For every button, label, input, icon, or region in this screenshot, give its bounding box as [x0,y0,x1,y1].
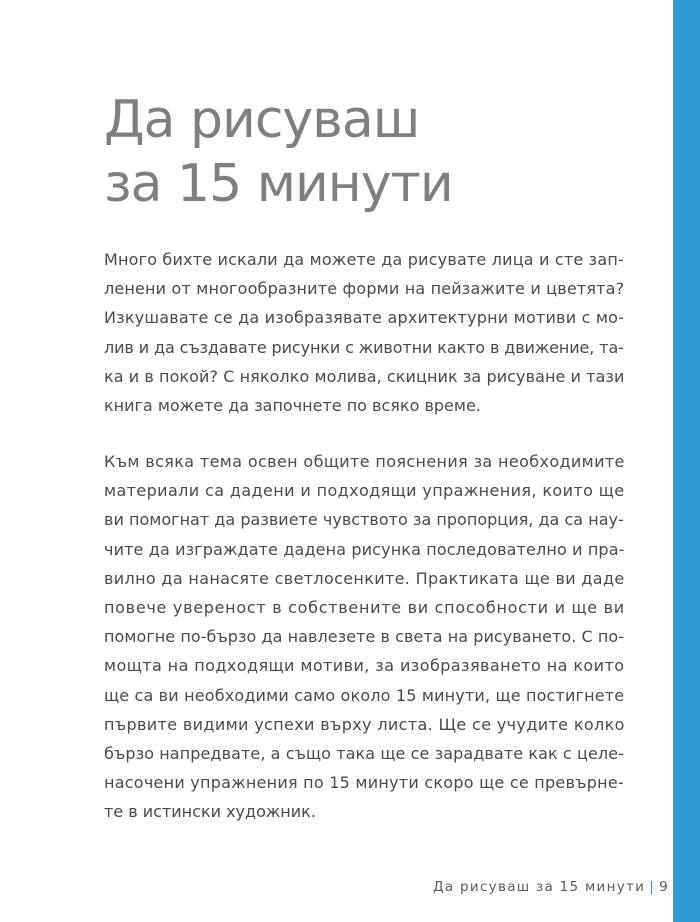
paragraph-line: Много бихте искали да можете да рисувате лица и сте зап- [104,250,624,269]
page-title [104,88,453,216]
side-accent-bar [673,0,700,922]
running-title: Да рисуваш за 15 минути [432,879,646,895]
paragraph-line: помогне по-бързо да навлезете в света на рисуването. С по- [104,627,625,647]
paragraph-line: книга можете да започнете по всяко време. [104,396,481,416]
paragraph-line: мощта на подходящи мотиви, за изобразяването на които [104,656,625,676]
paragraph-line: повече увереност в собствените ви способности и ще ви [104,598,625,618]
page-footer [433,879,669,895]
page-number: 9 [659,879,669,895]
paragraph-line: ка и в покой? С няколко молива, скицник за рисуване и тази [104,366,625,386]
paragraph-line: те в истински художник. [104,802,316,822]
title-line-1: Да рисуваш [104,90,420,150]
paragraph-line: лив и да създавате рисунки с животни както в движение, та- [104,337,624,357]
paragraph-line: Изкушавате се да изобразявате архитектурни мотиви с мо- [104,308,625,328]
paragraph-line: насочени упражнения по 15 минути скоро ще се превърне- [104,773,624,793]
paragraph-line: чите да изграждате дадена рисунка последователно и пра- [104,539,625,559]
paragraph-line: вилно да нанасяте светлосенките. Практиката ще ви даде [104,568,625,588]
paragraph-line: бързо напредвате, а също така ще се зарадвате как с целе- [104,744,625,764]
intro-paragraph [104,245,624,420]
paragraph-line: ще са ви необходими само около 15 минути, ще постигнете [104,685,625,705]
paragraph-line: Към всяка тема освен общите пояснения за необходимите [104,452,625,471]
footer-separator: | [649,879,656,895]
body-paragraph [104,447,624,827]
paragraph-line: ленени от многообразните форми на пейзажите и цветята? [104,279,625,299]
paragraph-line: първите видими успехи върху листа. Ще се учудите колко [104,714,625,734]
paragraph-line: ви помогнат да развиете чувството за пропорция, да са нау- [104,510,624,530]
title-line-2: за 15 минути [104,154,453,214]
paragraph-line: материали са дадени и подходящи упражнения, които ще [104,481,625,501]
